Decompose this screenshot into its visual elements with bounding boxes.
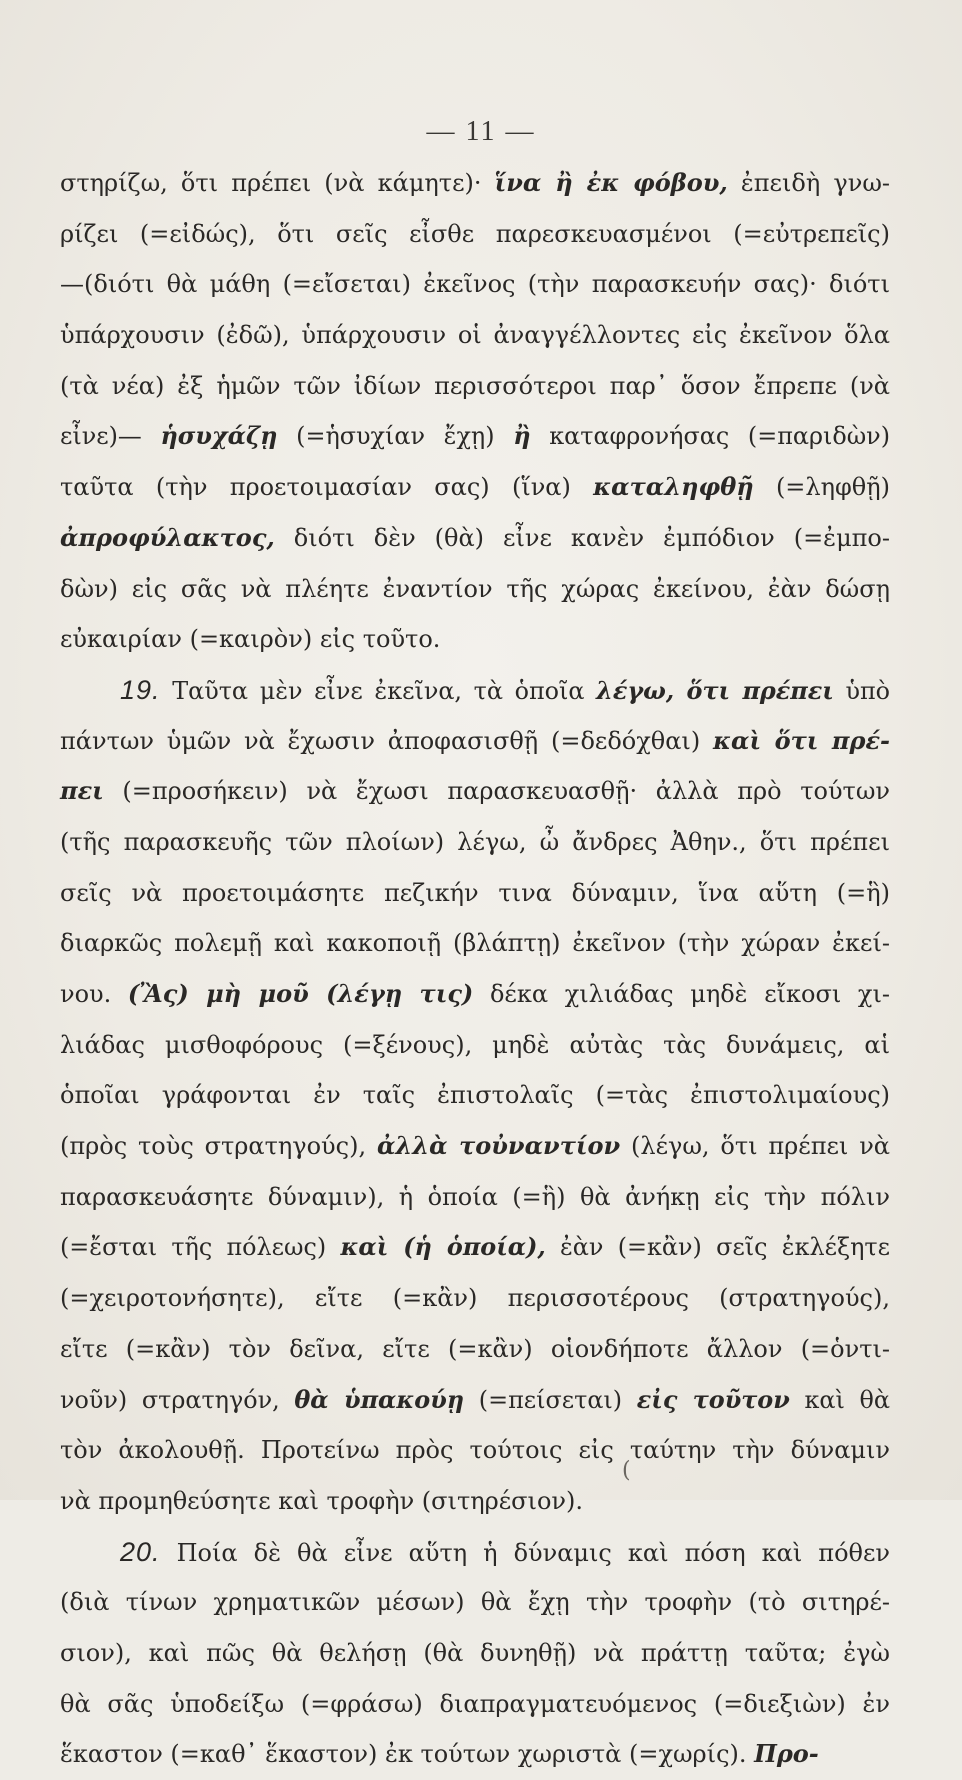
text-run: εἴτε (=κἂν) τὸν δεῖνα, εἴτε (=κἂν) οἱονδήποτε ἄλλον (=ὁντι-	[60, 1334, 890, 1363]
paragraph-number: 19.	[120, 674, 161, 705]
emphasized-text: πει	[60, 776, 104, 806]
text-line	[60, 1070, 890, 1121]
text-run: σεῖς νὰ προετοιμάσητε πεζικήν τινα δύναμιν, ἵνα αὕτη (=ἣ)	[60, 878, 890, 907]
text-line	[60, 1324, 890, 1375]
text-run: (τὰ νέα) ἐξ ἡμῶν τῶν ἰδίων περισσότεροι παρ᾽ ὅσον ἔπρεπε (νὰ	[60, 371, 890, 400]
text-line	[60, 411, 890, 462]
text-run: (λέγω, ὅτι πρέπει νὰ	[620, 1132, 890, 1161]
text-run: ὑπάρχουσιν (ἐδῶ), ὑπάρχουσιν οἱ ἀναγγέλλοντες εἰς ἐκεῖνον ὅλα	[60, 321, 890, 350]
text-run: διότι δὲν (θὰ) εἶνε κανὲν ἐμπόδιον (=ἐμπο-	[274, 523, 890, 552]
text-run: Ποία δὲ θὰ εἶνε αὕτη ἡ δύναμις καὶ πόση καὶ πόθεν	[160, 1538, 890, 1567]
text-run: ταῦτα (τὴν προετοιμασίαν σας) (ἵνα)	[60, 473, 594, 502]
text-run: ἐπειδὴ γνω-	[727, 169, 890, 197]
text-run: ἐὰν (=κἂν) σεῖς ἐκλέξητε	[545, 1233, 890, 1262]
text-run: (=πείσεται)	[464, 1385, 637, 1414]
text-line	[60, 1628, 890, 1679]
text-line	[60, 462, 890, 513]
text-run: νὰ προμηθεύσητε καὶ τροφὴν (σιτηρέσιον).	[60, 1486, 583, 1515]
text-line	[60, 817, 890, 868]
text-line	[60, 716, 890, 767]
text-run: θὰ σᾶς ὑποδείξω (=φράσω) διαπραγματευόμενος (=διεξιὼν) ἐν	[60, 1689, 890, 1718]
emphasized-text: ἀπροφύλακτος,	[60, 522, 275, 552]
emphasized-text: καὶ ὅτι πρέ-	[713, 725, 890, 755]
text-line	[60, 868, 890, 919]
text-run: (=ἔσται τῆς πόλεως)	[60, 1233, 341, 1262]
emphasized-text: λέγω, ὅτι πρέπει	[596, 676, 834, 705]
text-line	[60, 310, 890, 361]
text-run: παρασκευάσητε δύναμιν), ἡ ὁποία (=ἣ) θὰ ἀνήκῃ εἰς τὴν πόλιν	[60, 1182, 890, 1211]
emphasized-text: ἵνα ἢ ἐκ φόβου,	[494, 168, 728, 197]
stray-mark: (	[622, 1458, 631, 1483]
emphasized-text: καὶ (ἡ ὁποία),	[340, 1233, 546, 1262]
text-run: πάντων ὑμῶν νὰ ἔχωσιν ἀποφασισθῇ (=δεδόχθαι)	[60, 726, 714, 755]
emphasized-text: εἰς τοῦτον	[636, 1385, 790, 1414]
text-run: καταφρονήσας (=παριδὼν)	[530, 422, 890, 451]
text-run: εἶνε)—	[60, 422, 161, 451]
text-line	[60, 1273, 890, 1324]
text-line	[60, 1425, 890, 1476]
text-run: (πρὸς τοὺς στρατηγούς),	[60, 1132, 377, 1161]
text-run: λιάδας μισθοφόρους (=ξένους), μηδὲ αὐτὰς τὰς δυνάμεις, αἱ	[60, 1030, 890, 1059]
text-run: ρίζει (=εἰδώς), ὅτι σεῖς εἶσθε παρεσκευασμένοι (=εὐτρεπεῖς)	[60, 219, 890, 248]
page-number: — 11 —	[426, 116, 536, 147]
text-line	[60, 614, 890, 665]
text-run: Ταῦτα μὲν εἶνε ἐκεῖνα, τὰ ὁποῖα	[160, 676, 597, 705]
text-line	[60, 513, 890, 564]
text-run: εὐκαιρίαν (=καιρὸν) εἰς τοῦτο.	[60, 625, 441, 654]
text-run: νοῦν) στρατηγόν,	[60, 1385, 295, 1414]
text-line	[60, 361, 890, 412]
text-run: δὼν) εἰς σᾶς νὰ πλέητε ἐναντίον τῆς χώρας ἐκείνου, ἐὰν δώσῃ	[60, 574, 890, 603]
text-line	[60, 1729, 890, 1780]
text-run: στηρίζω, ὅτι πρέπει (νὰ κάμητε)·	[60, 169, 495, 197]
text-run: ὑπὸ	[833, 676, 890, 705]
text-line	[60, 1679, 890, 1730]
text-line	[60, 918, 890, 969]
emphasized-text: Προ-	[754, 1739, 819, 1769]
text-line	[60, 665, 890, 716]
text-line	[60, 1375, 890, 1426]
text-run: (=ἡσυχίαν ἔχῃ)	[277, 422, 514, 451]
text-run: (=προσήκειν) νὰ ἔχωσι παρασκευασθῇ· ἀλλὰ πρὸ τούτων	[103, 777, 890, 806]
text-run: (=χειροτονήσητε), εἴτε (=κἂν) περισσοτέρους (στρατηγούς),	[60, 1284, 890, 1313]
body-text	[60, 158, 890, 1780]
text-line	[60, 1020, 890, 1071]
text-run: δέκα χιλιάδας μηδὲ εἴκοσι χι-	[473, 980, 890, 1008]
text-run: (τῆς παρασκευῆς τῶν πλοίων) λέγω, ὦ ἄνδρες Ἀθην., ὅτι πρέπει	[60, 827, 890, 856]
text-run: διαρκῶς πολεμῇ καὶ κακοποιῇ (βλάπτῃ) ἐκεῖνον (τὴν χώραν ἐκεί-	[60, 929, 890, 958]
emphasized-text: ἀλλὰ τοὐναντίον	[376, 1131, 621, 1161]
text-run: ὁποῖαι γράφονται ἐν ταῖς ἐπιστολαῖς (=τὰς ἐπιστολιμαίους)	[60, 1081, 890, 1110]
text-line	[60, 1476, 890, 1527]
text-line	[60, 1121, 890, 1172]
paragraph-number: 20.	[120, 1536, 161, 1567]
text-run: νου.	[60, 980, 128, 1008]
text-line	[60, 1172, 890, 1223]
emphasized-text: θὰ ὑπακούῃ	[294, 1385, 465, 1414]
text-line	[60, 969, 890, 1020]
text-line	[60, 564, 890, 615]
text-line	[60, 158, 890, 209]
text-line	[60, 209, 890, 260]
text-run: (διὰ τίνων χρηματικῶν μέσων) θὰ ἔχῃ τὴν τροφὴν (τὸ σιτηρέ-	[60, 1588, 890, 1617]
emphasized-text: καταληφθῇ	[593, 472, 754, 502]
emphasized-text: ἢ	[513, 422, 531, 451]
text-run: ἕκαστον (=καθ᾽ ἕκαστον) ἐκ τούτων χωριστὰ (=χωρίς).	[60, 1740, 755, 1769]
emphasized-text: ἡσυχάζῃ	[160, 422, 278, 451]
emphasized-text: (Ἂς) μὴ μοῦ (λέγῃ τις)	[127, 979, 474, 1008]
text-line	[60, 1577, 890, 1628]
text-line	[60, 1527, 890, 1578]
text-line	[60, 1222, 890, 1273]
text-run: καὶ θὰ	[789, 1385, 890, 1414]
text-run: (=ληφθῇ)	[753, 473, 890, 502]
text-run: —(διότι θὰ μάθη (=εἴσεται) ἐκεῖνος (τὴν παρασκευήν σας)· διότι	[60, 270, 890, 299]
text-run: τὸν ἀκολουθῇ. Προτείνω πρὸς τούτοις εἰς ταύτην τὴν δύναμιν	[60, 1436, 890, 1465]
text-run: σιον), καὶ πῶς θὰ θελήσῃ (θὰ δυνηθῇ) νὰ πράττῃ ταῦτα; ἐγὼ	[60, 1638, 890, 1667]
text-line	[60, 766, 890, 817]
text-line	[60, 259, 890, 310]
